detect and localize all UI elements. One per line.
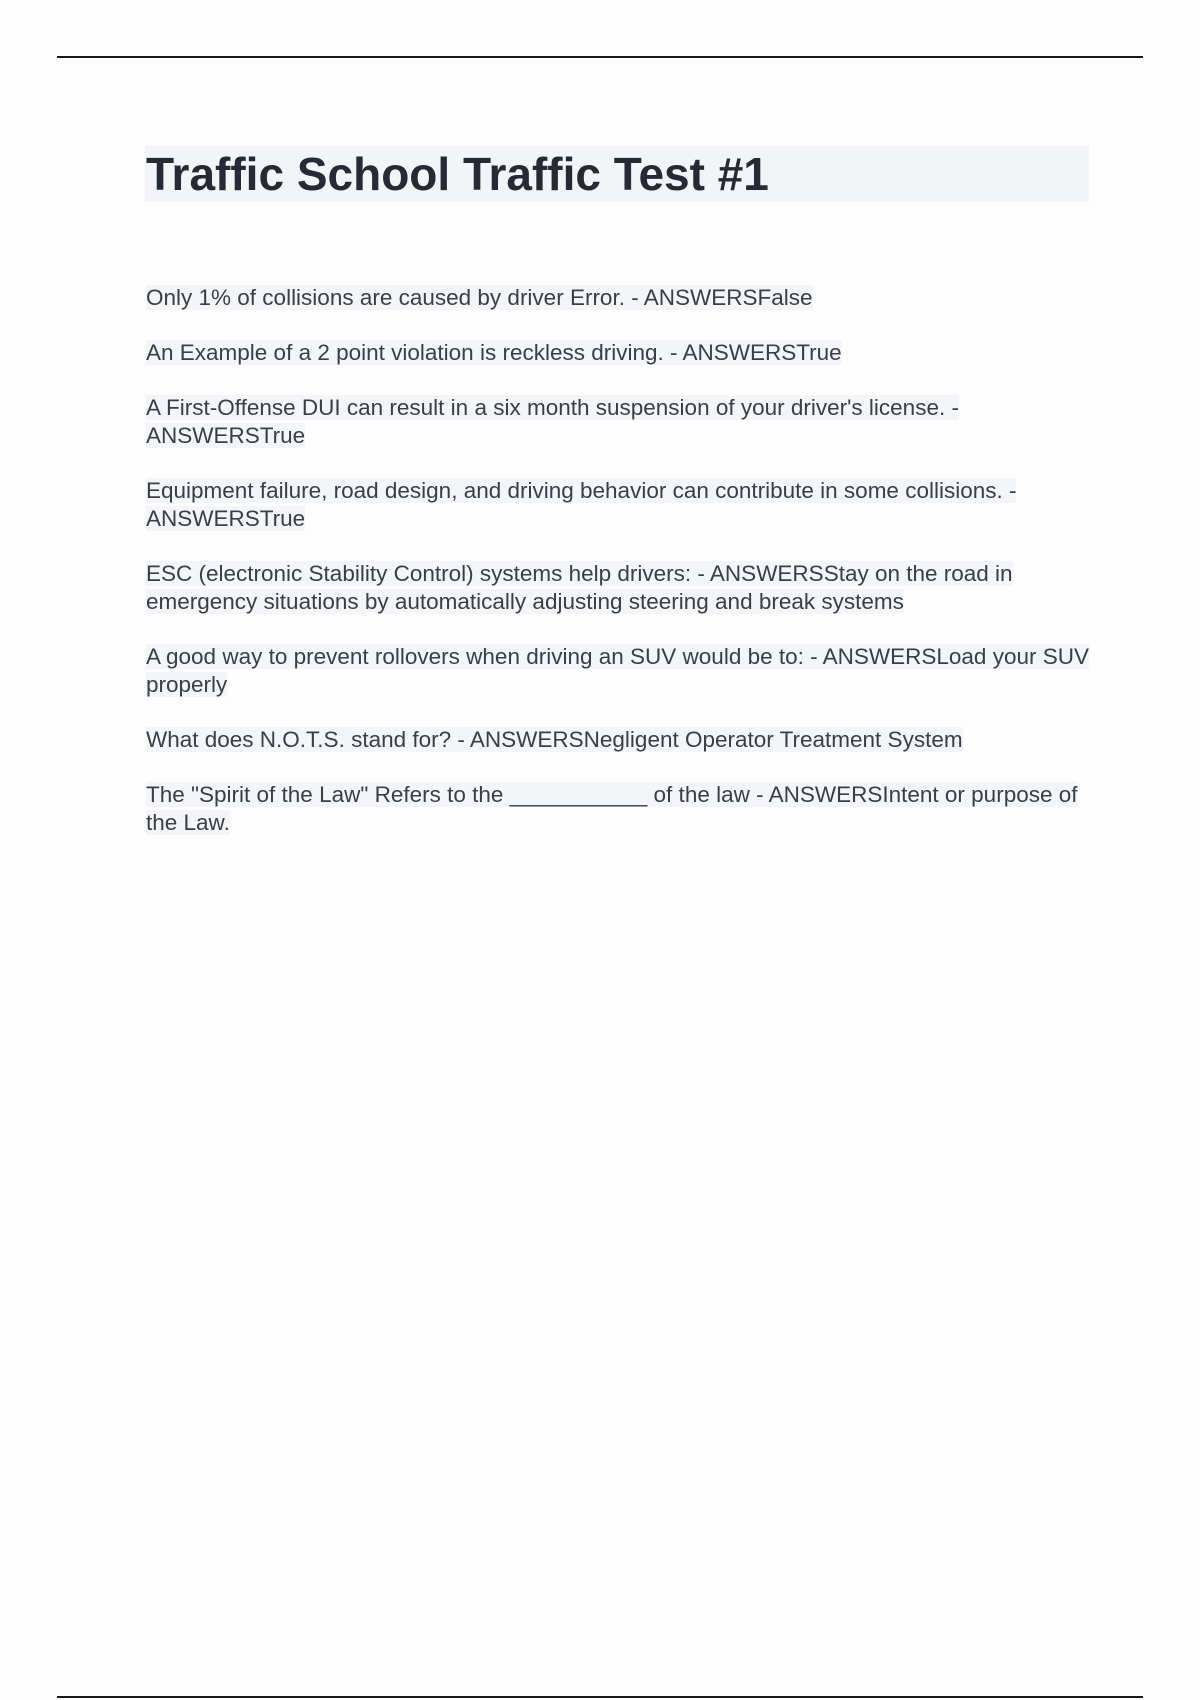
qa-text-1: Only 1% of collisions are caused by driver Error. - ANSWERSFalse [146, 285, 813, 310]
qa-item-1 [146, 284, 1096, 312]
qa-item-2 [146, 339, 1096, 367]
qa-text-8: The "Spirit of the Law" Refers to the ___________ of the law - ANSWERSIntent or purpose of the Law. [146, 782, 1078, 835]
qa-item-6 [146, 643, 1096, 699]
qa-item-5 [146, 560, 1096, 616]
qa-text-7: What does N.O.T.S. stand for? - ANSWERSNegligent Operator Treatment System [146, 727, 963, 752]
qa-text-5: ESC (electronic Stability Control) systems help drivers: - ANSWERSStay on the road in emergency situations by automatically adjusting steering and break systems [146, 561, 1013, 614]
qa-item-4 [146, 477, 1096, 533]
top-rule [57, 56, 1143, 58]
qa-item-8 [146, 781, 1096, 837]
question-answer-list [146, 284, 1096, 864]
qa-text-6: A good way to prevent rollovers when driving an SUV would be to: - ANSWERSLoad your SUV properly [146, 644, 1089, 697]
qa-text-3: A First-Offense DUI can result in a six month suspension of your driver's license. - ANSWERSTrue [146, 395, 959, 448]
document-title: Traffic School Traffic Test #1 [146, 148, 769, 200]
qa-text-4: Equipment failure, road design, and driving behavior can contribute in some collisions. - ANSWERSTrue [146, 478, 1017, 531]
qa-item-3 [146, 394, 1096, 450]
bottom-rule [57, 1696, 1143, 1698]
qa-item-7 [146, 726, 1096, 754]
qa-text-2: An Example of a 2 point violation is reckless driving. - ANSWERSTrue [146, 340, 842, 365]
